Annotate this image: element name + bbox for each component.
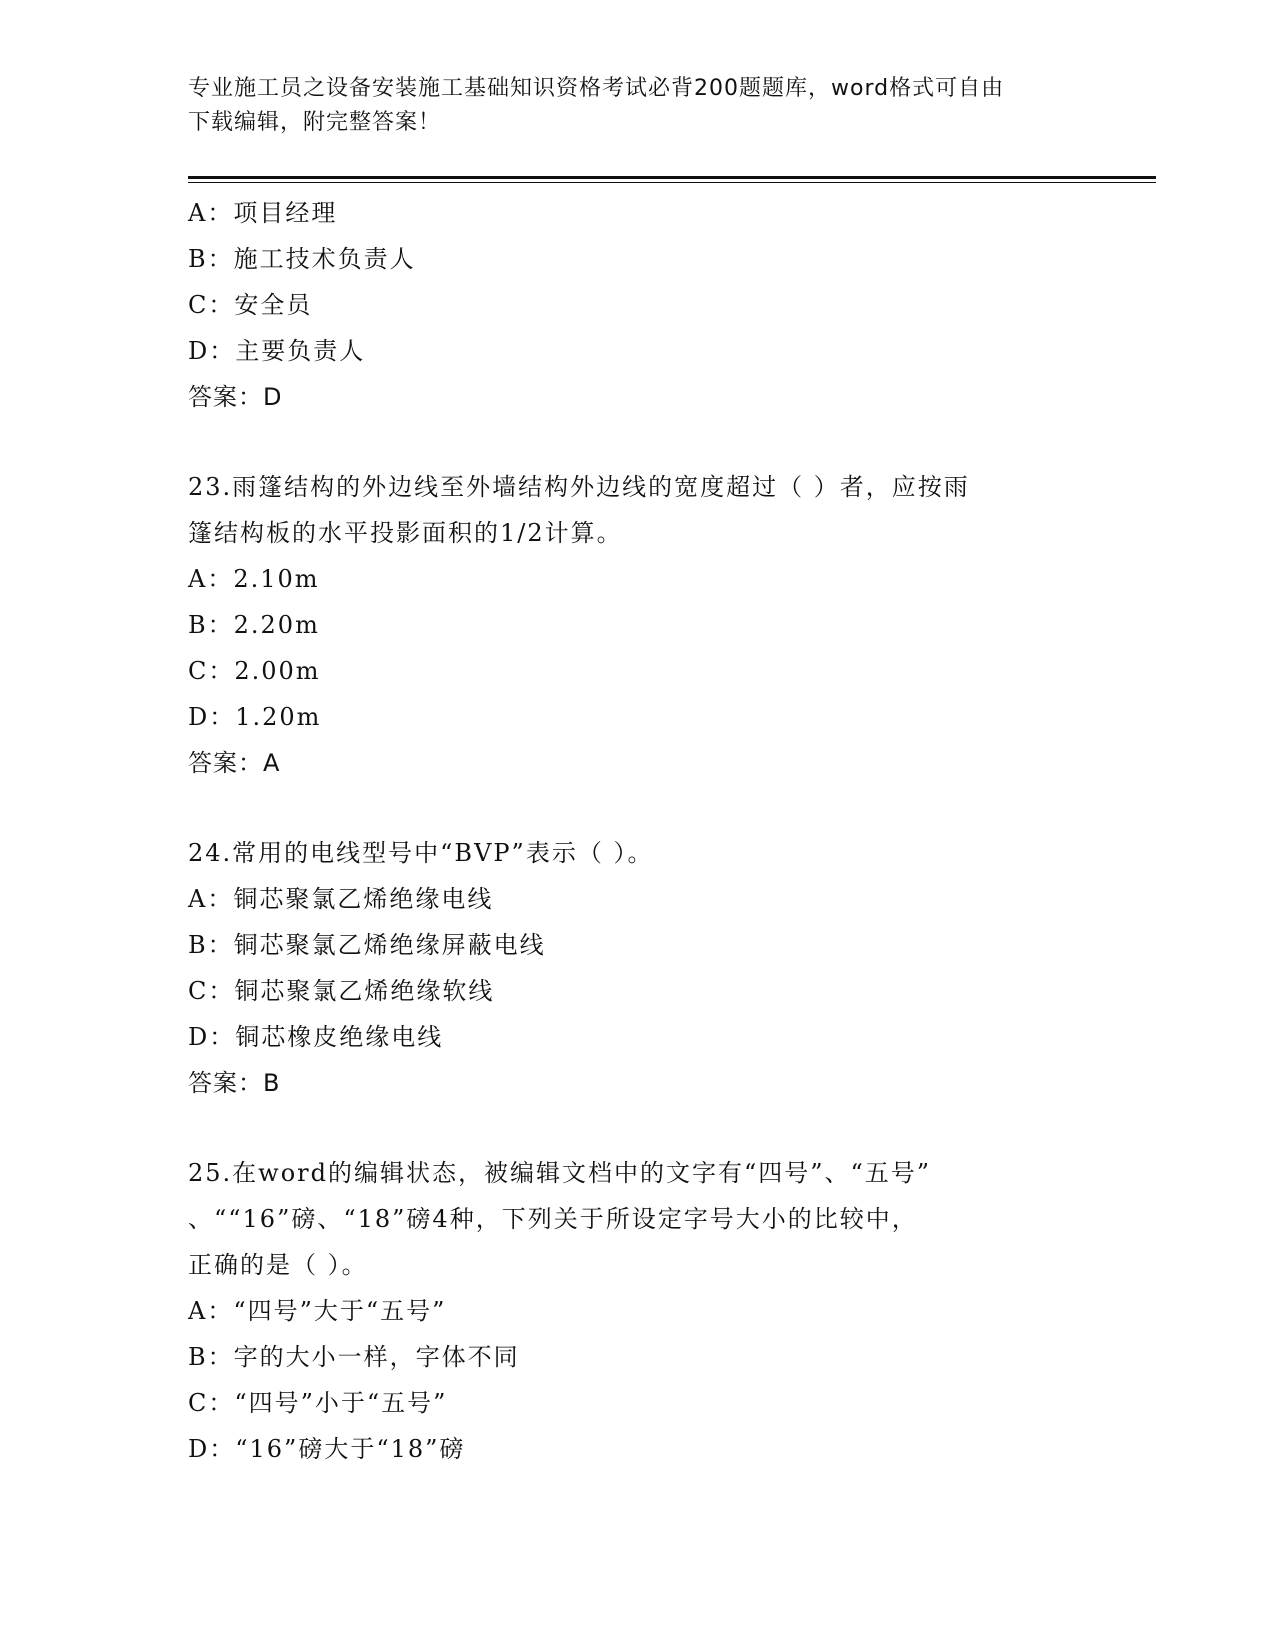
option-d: D：铜芯橡皮绝缘电线 [188,1023,444,1051]
question-list [188,190,1088,1472]
question-stem-line: 、““16”磅、“18”磅4种，下列关于所设定字号大小的比较中， [188,1205,918,1233]
option-b: B：2.20m [188,611,320,639]
header-divider-thick [188,176,1156,179]
header-line-2: 下载编辑，附完整答案！ [188,110,442,135]
option-d: D：主要负责人 [188,337,366,365]
option-d: D：“16”磅大于“18”磅 [188,1435,466,1463]
question-stem-line: 篷结构板的水平投影面积的1/2计算。 [188,519,623,547]
question-stem-line: 25.在word的编辑状态，被编辑文档中的文字有“四号”、“五号” [188,1159,932,1187]
question-stem-line: 24.常用的电线型号中“BVP”表示（ ）。 [188,839,654,867]
question-22 [188,190,1088,420]
question-gap [188,786,1088,830]
document-header [188,72,1088,140]
answer: 答案：B [188,1069,281,1097]
option-b: B：字的大小一样，字体不同 [188,1343,520,1371]
question-stem-line: 23.雨篷结构的外边线至外墙结构外边线的宽度超过（ ）者，应按雨 [188,473,970,501]
option-c: C：“四号”小于“五号” [188,1389,448,1417]
option-c: C：铜芯聚氯乙烯绝缘软线 [188,977,495,1005]
option-b: B：铜芯聚氯乙烯绝缘屏蔽电线 [188,931,546,959]
header-divider-thin [188,182,1156,183]
option-d: D：1.20m [188,703,322,731]
question-25 [188,1150,1088,1472]
question-gap [188,420,1088,464]
header-line-1: 专业施工员之设备安装施工基础知识资格考试必背200题题库，word格式可自由 [188,76,1005,101]
option-a: A：“四号”大于“五号” [188,1297,447,1325]
answer: 答案：D [188,383,283,411]
option-a: A：2.10m [188,565,320,593]
question-stem-line: 正确的是（ ）。 [188,1251,368,1279]
option-c: C：安全员 [188,291,313,319]
question-23 [188,464,1088,786]
option-b: B：施工技术负责人 [188,245,416,273]
answer: 答案：A [188,749,281,777]
option-a: A：项目经理 [188,199,338,227]
question-24 [188,830,1088,1106]
option-a: A：铜芯聚氯乙烯绝缘电线 [188,885,494,913]
option-c: C：2.00m [188,657,321,685]
question-gap [188,1106,1088,1150]
